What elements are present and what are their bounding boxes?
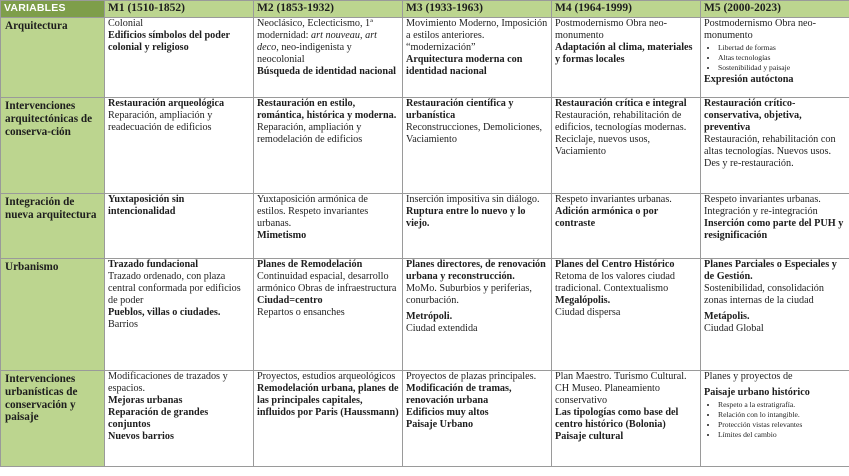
cell-integ-m4-bottom: Adición armónica o por contraste <box>555 205 659 229</box>
cell-integ-m4 <box>552 194 701 259</box>
cell-integ-m5 <box>701 194 849 259</box>
cell-urb-m1-bold: Pueblos, villas o ciudades. <box>108 306 221 318</box>
header-row <box>1 1 849 18</box>
cell-intarq-m2-top: Restauración en estilo, romántica, histórica y moderna. <box>257 98 397 121</box>
cell-inturb-m5-bullets <box>704 400 846 441</box>
cell-urb-m3-top: Planes directores, de renovación urbana y reconstrucción. <box>406 259 546 282</box>
bullet-item: • Altas tecnologías <box>718 53 846 63</box>
cell-arq-m1-bottom: Edificios símbolos del poder colonial y religioso <box>108 29 230 53</box>
row-arquitectura <box>1 18 849 98</box>
row-intervenciones-urbanisticas <box>1 371 849 467</box>
cell-inturb-m3-top: Proyectos de plazas principales. <box>406 371 537 382</box>
cell-urb-m2-top: Planes de Remodelación <box>257 259 363 270</box>
row-label-intervenciones-arquitectonicas: Intervenciones arquitectónicas de conserva-ción <box>1 98 105 194</box>
cell-inturb-m1-bold1: Mejoras urbanas <box>108 394 183 406</box>
cell-intarq-m4-top: Restauración crítica e integral <box>555 98 687 109</box>
header-m1: M1 (1510-1852) <box>105 1 254 18</box>
cell-urb-m4-mid: Retoma de los valores ciudad tradicional. Contextualismo <box>555 270 675 294</box>
row-integracion-nueva-arquitectura <box>1 194 849 259</box>
row-urbanismo <box>1 259 849 371</box>
cell-arq-m4-top: Postmodernismo Obra neo-monumento <box>555 18 668 41</box>
cell-inturb-m3-bold3: Paisaje Urbano <box>406 418 474 430</box>
header-m5: M5 (2000-2023) <box>701 1 849 18</box>
cell-integ-m5-top: Respeto invariantes urbanas. Integración y re-integración <box>704 194 821 217</box>
cell-integ-m3 <box>403 194 552 259</box>
cell-inturb-m4-bold2: Paisaje cultural <box>555 430 624 442</box>
cell-arq-m5 <box>701 18 849 98</box>
cell-integ-m3-top: Inserción impositiva sin diálogo. <box>406 194 540 205</box>
cell-inturb-m2 <box>254 371 403 467</box>
cell-urb-m1-mid: Trazado ordenado, con plaza central conformada por edificios de poder <box>108 270 241 306</box>
cell-intarq-m1-top: Restauración arqueológica <box>108 98 225 109</box>
cell-intarq-m5 <box>701 98 849 194</box>
cell-integ-m3-bottom: Ruptura entre lo nuevo y lo viejo. <box>406 205 526 229</box>
cell-inturb-m1-lower <box>108 395 250 443</box>
cell-inturb-m4-bold1: Las tipologías como base del centro histórico (Bolonia) <box>555 406 679 430</box>
bullet-item: • Protección vistas relevantes <box>718 420 846 430</box>
cell-urb-m3 <box>403 259 552 371</box>
cell-arq-m1-top: Colonial <box>108 18 144 29</box>
cell-urb-m4 <box>552 259 701 371</box>
bullet-item: • Límites del cambio <box>718 430 846 440</box>
row-label-integracion: Integración de nueva arquitectura <box>1 194 105 259</box>
cell-inturb-m4-lower <box>555 407 697 443</box>
cell-urb-m4-top: Planes del Centro Histórico <box>555 259 675 270</box>
cell-urb-m1-bottom: Barrios <box>108 318 138 330</box>
cell-urb-m5-bold: Metápolis. <box>704 310 750 322</box>
bullet-item: • Libertad de formas <box>718 43 846 53</box>
cell-urb-m3-mid: MoMo. Suburbios y periferias, conurbación. <box>406 282 532 306</box>
cell-intarq-m1-bottom: Reparación, ampliación y readecuación de edificios <box>108 109 213 133</box>
cell-urb-m4-lower <box>555 271 697 319</box>
cell-arq-m5-bullets <box>704 43 846 74</box>
cell-arq-m4-bottom: Adaptación al clima, materiales y formas locales <box>555 41 693 65</box>
cell-urb-m4-bottom: Ciudad dispersa <box>555 306 621 318</box>
cell-inturb-m3-lower <box>406 383 548 431</box>
cell-arq-m1 <box>105 18 254 98</box>
cell-inturb-m3-bold1: Modificación de tramas, renovación urbana <box>406 382 512 406</box>
cell-arq-m2 <box>254 18 403 98</box>
cell-inturb-m4-top: Plan Maestro. Turismo Cultural. CH Museo. Planeamiento conservativo <box>555 371 687 406</box>
row-label-arquitectura: Arquitectura <box>1 18 105 98</box>
cell-intarq-m2-bottom: Reparación, ampliación y remodelación de edificios <box>257 121 363 145</box>
header-m4: M4 (1964-1999) <box>552 1 701 18</box>
cell-urb-m3-lower <box>406 283 548 335</box>
cell-inturb-m5-bold1: Paisaje urbano histórico <box>704 386 810 398</box>
cell-integ-m5-bottom: Inserción como parte del PUH y resignificación <box>704 217 844 241</box>
cell-inturb-m1 <box>105 371 254 467</box>
cell-urb-m2-bold: Ciudad=centro <box>257 294 323 306</box>
cell-urb-m2-lower <box>257 271 399 319</box>
cell-integ-m2-top: Yuxtaposición armónica de estilos. Respeto invariantes urbanas. <box>257 194 369 229</box>
row-label-urbanismo: Urbanismo <box>1 259 105 371</box>
cell-inturb-m3 <box>403 371 552 467</box>
cell-inturb-m2-top: Proyectos, estudios arqueológicos <box>257 371 396 382</box>
cell-urb-m5-lower <box>704 283 846 335</box>
cell-intarq-m4-bottom: Restauración, rehabilitación de edificios, tecnologías modernas. Reciclaje, nuevos usos, Vaciamiento <box>555 109 687 157</box>
cell-integ-m2-bottom: Mimetismo <box>257 229 307 241</box>
cell-intarq-m3-top: Restauración científica y urbanística <box>406 98 514 121</box>
cell-arq-m2-bottom: Búsqueda de identidad nacional <box>257 65 396 77</box>
cell-inturb-m1-bold3: Nuevos barrios <box>108 430 174 442</box>
cell-urb-m2-mid: Continuidad espacial, desarrollo armónico Obras de infraestructura <box>257 270 397 294</box>
cell-arq-m4 <box>552 18 701 98</box>
cell-urb-m1-top: Trazado fundacional <box>108 259 199 270</box>
cell-urb-m5-top: Planes Parciales o Especiales y de Gestión. <box>704 259 837 282</box>
header-variables: VARIABLES <box>1 1 105 18</box>
cell-arq-m3-top: Movimiento Moderno, Imposición a estilos anteriores. “modernización” <box>406 18 548 53</box>
cell-inturb-m5 <box>701 371 849 467</box>
cell-arq-m2-top: Neoclásico, Eclecticismo, 1ª modernidad: art nouveau, art deco, neo-indigenista y neocolonial <box>257 18 377 65</box>
cell-intarq-m1 <box>105 98 254 194</box>
cell-intarq-m5-bottom: Restauración, rehabilitación con altas tecnologías. Nuevos usos. Des y re-restauración. <box>704 133 836 169</box>
row-intervenciones-arquitectonicas <box>1 98 849 194</box>
row-label-intervenciones-urbanisticas: Intervenciones urbanísticas de conservación y paisaje <box>1 371 105 467</box>
cell-intarq-m3-bottom: Reconstrucciones, Demoliciones, Vaciamiento <box>406 121 543 145</box>
bullet-item: • Sostenibilidad y paisaje <box>718 63 846 73</box>
cell-urb-m5 <box>701 259 849 371</box>
header-m3: M3 (1933-1963) <box>403 1 552 18</box>
cell-arq-m3-bottom: Arquitectura moderna con identidad nacional <box>406 53 523 77</box>
cell-arq-m3 <box>403 18 552 98</box>
cell-intarq-m2 <box>254 98 403 194</box>
cell-urb-m5-mid: Sostenibilidad, consolidación zonas internas de la ciudad <box>704 282 824 306</box>
bullet-item: • Relación con lo intangible. <box>718 410 846 420</box>
cell-urb-m1 <box>105 259 254 371</box>
cell-urb-m3-bold: Metrópoli. <box>406 310 453 322</box>
cell-inturb-m3-bold2: Edificios muy altos <box>406 406 489 418</box>
cell-urb-m1-lower <box>108 271 250 331</box>
cell-integ-m2 <box>254 194 403 259</box>
cell-integ-m1 <box>105 194 254 259</box>
cell-inturb-m1-bold2: Reparación de grandes conjuntos <box>108 406 209 430</box>
cell-inturb-m5-top: Planes y proyectos de <box>704 371 793 382</box>
cell-urb-m4-bold: Megalópolis. <box>555 294 611 306</box>
cell-urb-m5-bottom: Ciudad Global <box>704 322 764 334</box>
cell-urb-m2-bottom: Repartos o ensanches <box>257 306 345 318</box>
header-m2: M2 (1853-1932) <box>254 1 403 18</box>
cell-inturb-m2-bold1: Remodelación urbana, planes de las principales capitales, influidos por Paris (Haussmann) <box>257 382 399 418</box>
cell-urb-m2 <box>254 259 403 371</box>
cell-urb-m3-bottom: Ciudad extendida <box>406 322 478 334</box>
cell-integ-m1-bottom: Yuxtaposición sin intencionalidad <box>108 194 185 217</box>
cell-arq-m5-top: Postmodernismo Obra neo-monumento • Libertad de formas • Altas tecnologías • Sostenibilidad y paisaje <box>704 18 846 74</box>
cell-arq-m5-bottom: Expresión autóctona <box>704 74 794 86</box>
cell-inturb-m4 <box>552 371 701 467</box>
cell-intarq-m5-top: Restauración crítico-conservativa, objetiva, preventiva <box>704 98 802 133</box>
cell-intarq-m4 <box>552 98 701 194</box>
bullet-item: • Respeto a la estratigrafía. <box>718 400 846 410</box>
cell-intarq-m3 <box>403 98 552 194</box>
cell-integ-m4-top: Respeto invariantes urbanas. <box>555 194 672 205</box>
cell-inturb-m1-top: Modificaciones de trazados y espacios. <box>108 371 228 394</box>
